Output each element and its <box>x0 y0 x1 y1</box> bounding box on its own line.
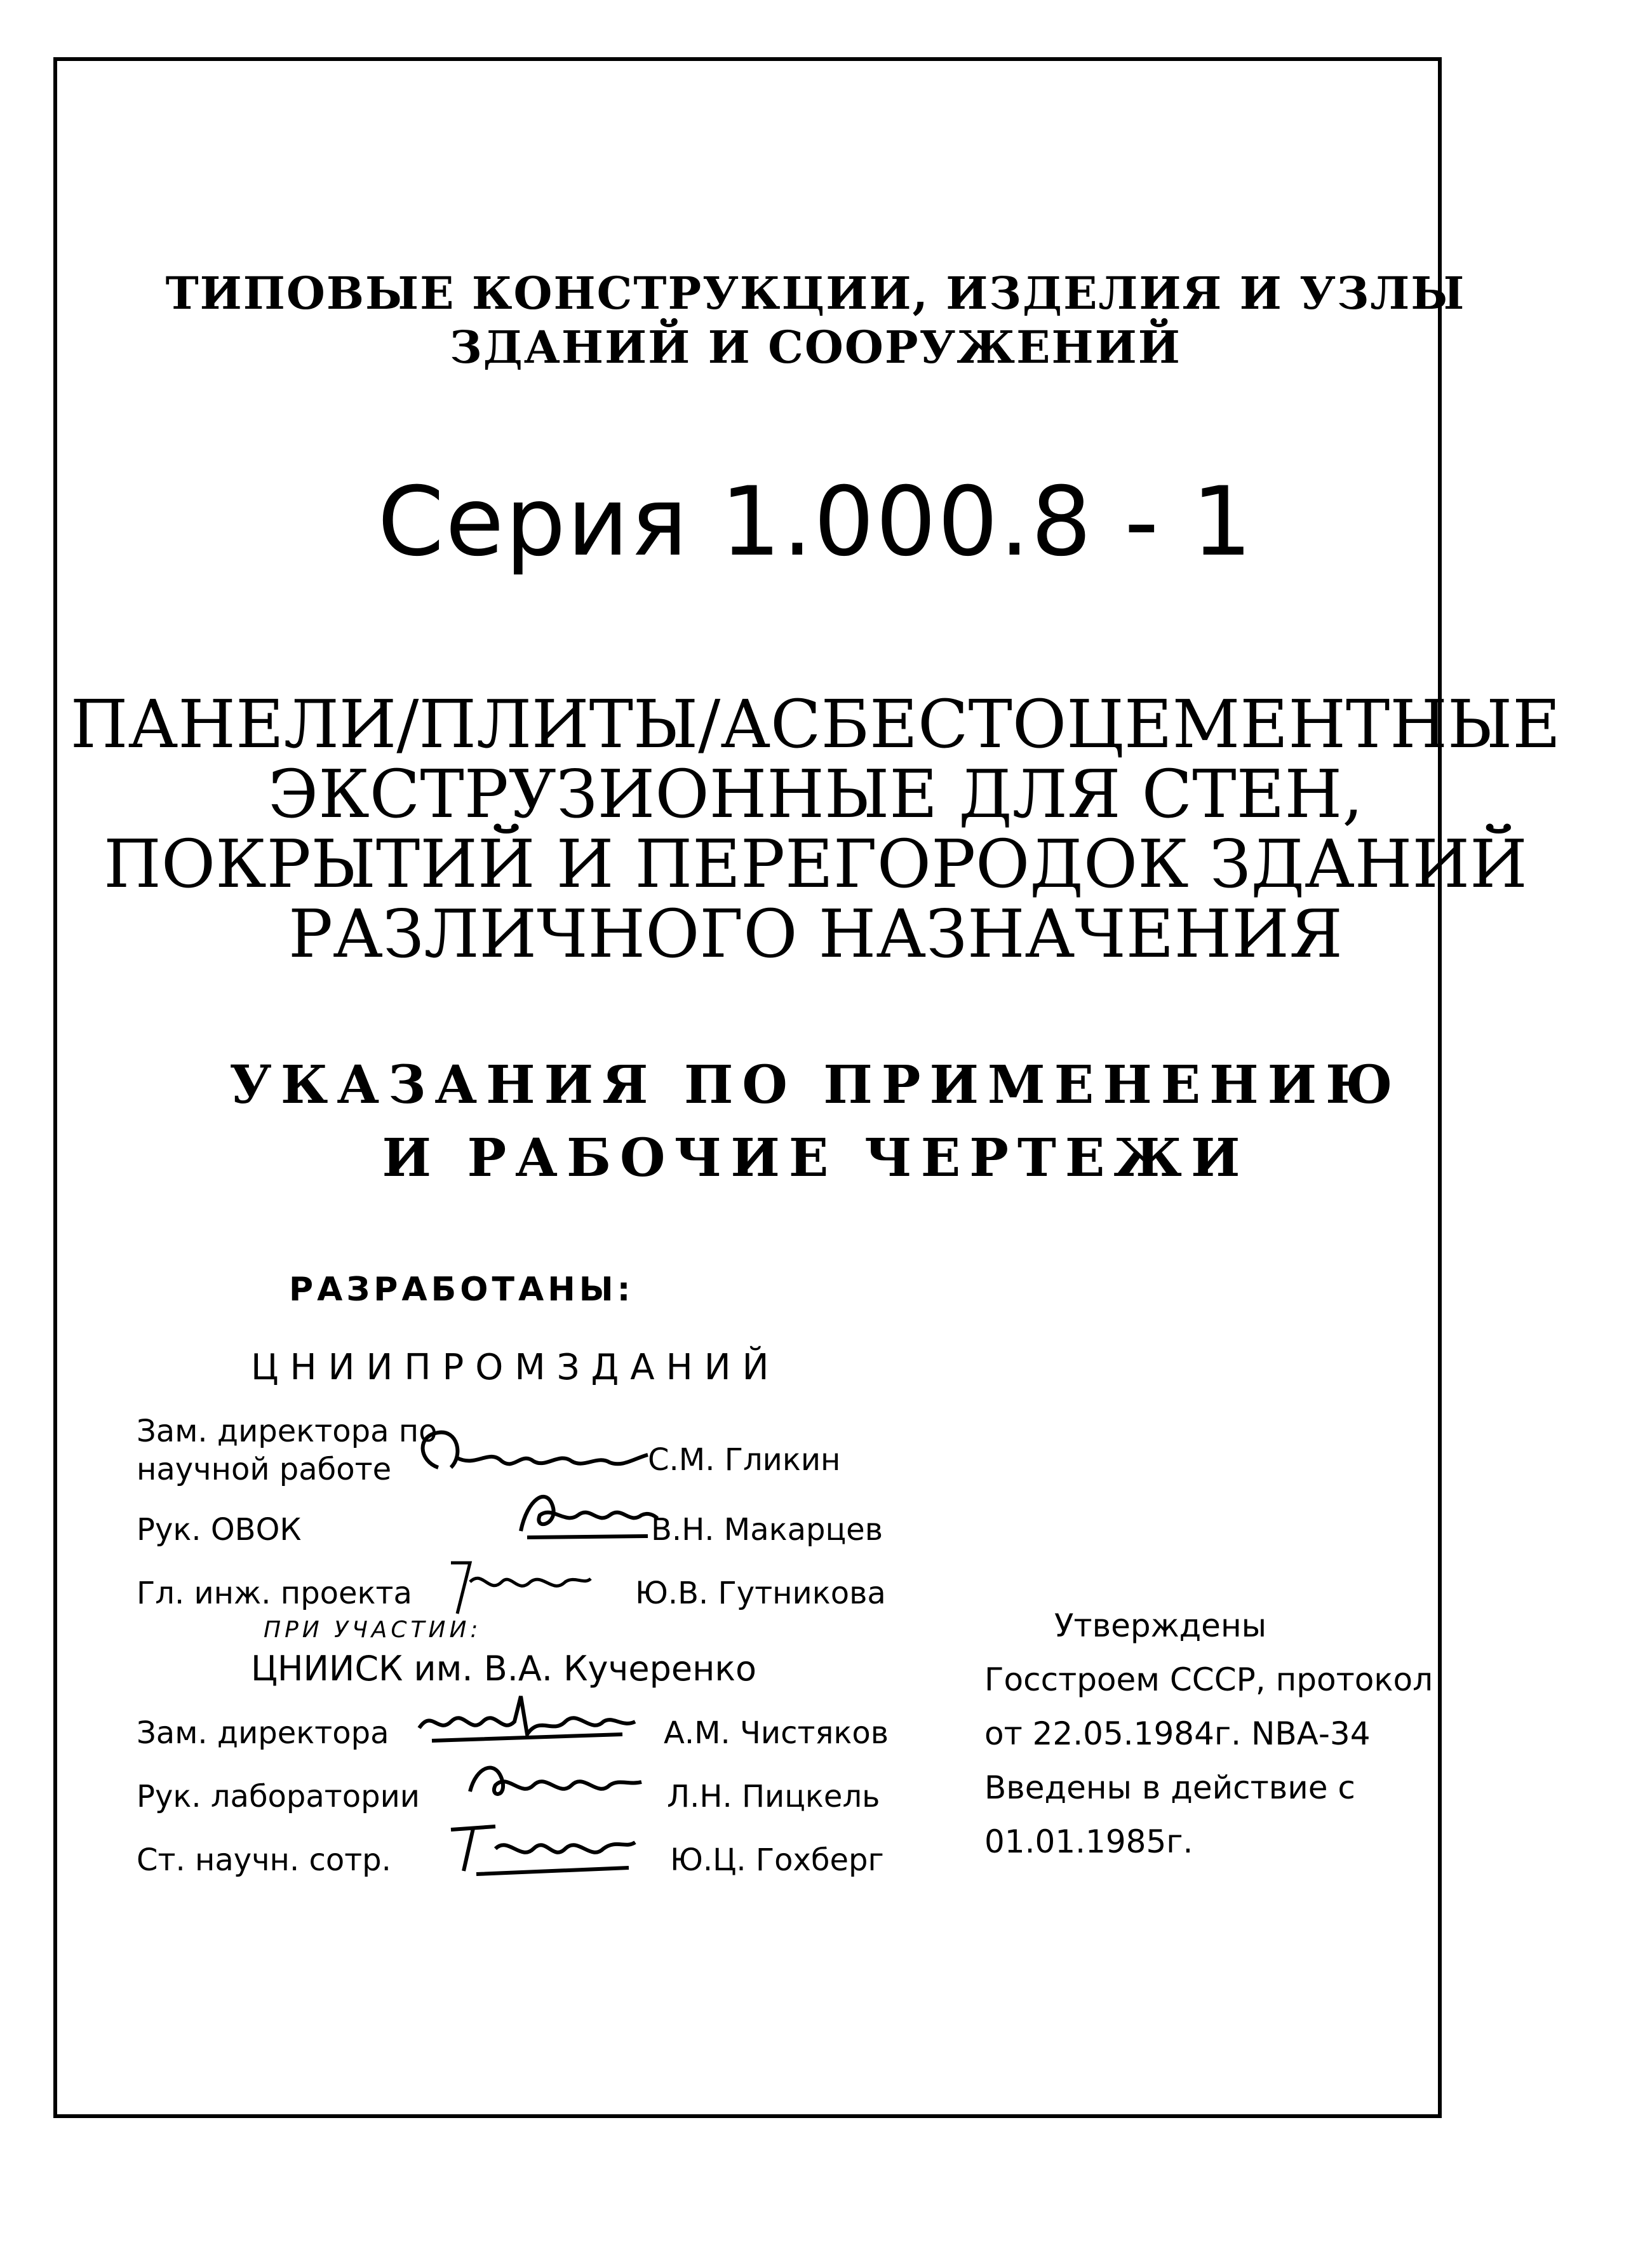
signature-gutnikova <box>432 1550 597 1620</box>
approval-line-5: 01.01.1985г. <box>984 1823 1193 1860</box>
approval-line-1: Утверждены <box>1054 1607 1267 1644</box>
staff2-role-2: Рук. лаборатории <box>137 1779 420 1814</box>
staff-name-3: Ю.В. Гутникова <box>635 1576 886 1611</box>
header-line-1: ТИПОВЫЕ КОНСТРУКЦИИ, ИЗДЕЛИЯ И УЗЛЫ <box>165 267 1466 320</box>
signature-gokhberg <box>438 1811 641 1887</box>
staff-name-2: В.Н. Макарцев <box>651 1512 883 1548</box>
staff2-role-3: Ст. научн. сотр. <box>137 1842 391 1878</box>
subtitle-line-2: И РАБОЧИЕ ЧЕРТЕЖИ <box>382 1128 1249 1189</box>
developed-label: РАЗРАБОТАНЫ: <box>289 1271 634 1309</box>
signature-chistyakov <box>406 1684 648 1753</box>
staff2-name-2: Л.Н. Пицкель <box>667 1779 880 1814</box>
subtitle-line-1: УКАЗАНИЯ ПО ПРИМЕНЕНИЮ <box>229 1055 1402 1116</box>
title-line-1: ПАНЕЛИ/ПЛИТЫ/АСБЕСТОЦЕМЕНТНЫЕ <box>70 685 1561 763</box>
staff2-name-3: Ю.Ц. Гохберг <box>670 1842 884 1878</box>
title-line-2: ЭКСТРУЗИОННЫЕ ДЛЯ СТЕН, <box>267 755 1364 833</box>
staff2-name-1: А.М. Чистяков <box>664 1715 889 1751</box>
series-number: Серия 1.000.8 - 1 <box>377 467 1254 577</box>
header-line-2: ЗДАНИЙ И СООРУЖЕНИЙ <box>450 321 1181 374</box>
approval-line-3: от 22.05.1984г. NВА-34 <box>984 1715 1371 1752</box>
staff-role-1b: научной работе <box>137 1452 392 1487</box>
approval-line-4: Введены в действие с <box>984 1769 1355 1806</box>
staff2-role-1: Зам. директора <box>137 1715 389 1751</box>
participation-label: ПРИ УЧАСТИИ: <box>264 1617 482 1643</box>
staff-name-1: С.М. Гликин <box>648 1442 841 1478</box>
title-line-3: ПОКРЫТИЙ И ПЕРЕГОРОДОК ЗДАНИЙ <box>104 825 1527 903</box>
staff-role-3: Гл. инж. проекта <box>137 1576 412 1611</box>
signature-makartsev <box>508 1480 661 1550</box>
developer-organization: ЦНИИПРОМЗДАНИЙ <box>251 1347 781 1388</box>
staff-role-2: Рук. ОВОК <box>137 1512 302 1548</box>
signature-pitskel <box>457 1747 648 1817</box>
signature-glikin <box>413 1423 654 1487</box>
staff-role-1a: Зам. директора по <box>137 1414 438 1449</box>
title-line-4: РАЗЛИЧНОГО НАЗНАЧЕНИЯ <box>288 895 1343 973</box>
approval-line-2: Госстроем СССР, протокол <box>984 1661 1433 1698</box>
participating-organization: ЦНИИСК им. В.А. Кучеренко <box>251 1649 757 1689</box>
